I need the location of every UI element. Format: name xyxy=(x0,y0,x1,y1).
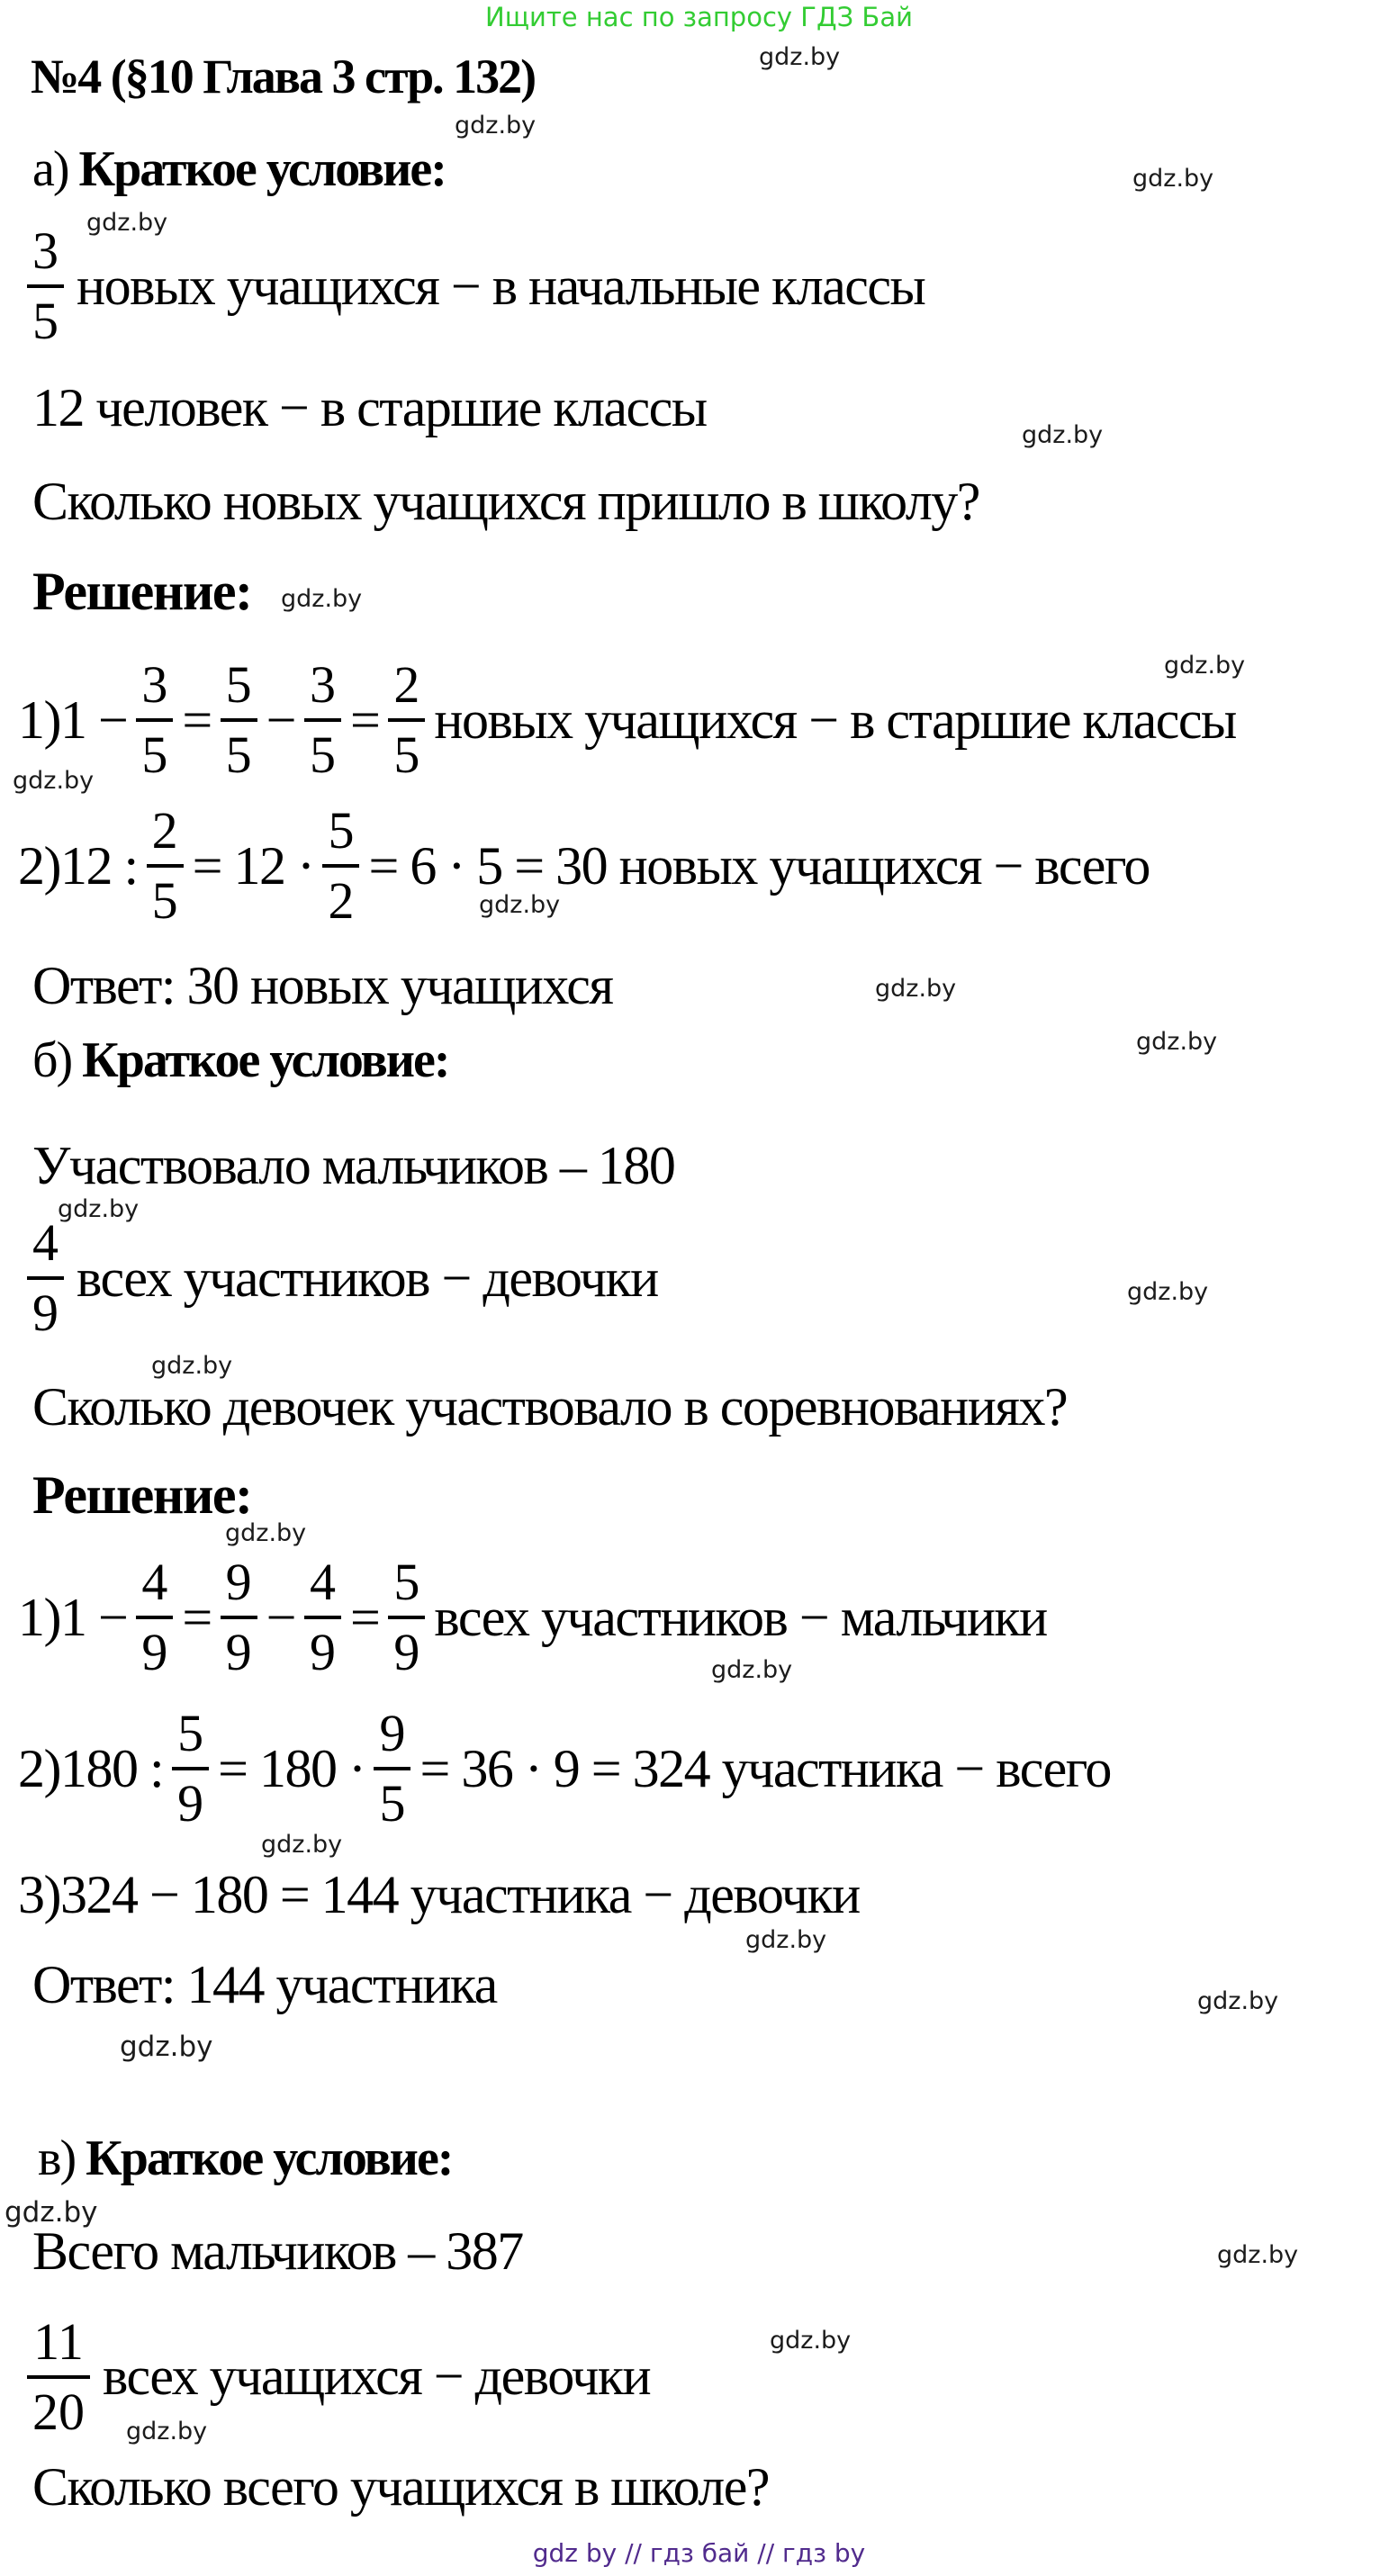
fraction-denominator: 9 xyxy=(221,1616,257,1679)
fraction-numerator: 11 xyxy=(33,2311,84,2371)
eq-term: 2)12 : xyxy=(18,835,138,896)
eq-operator: = xyxy=(350,689,380,750)
fraction-denominator: 5 xyxy=(147,864,184,927)
section-b-condition-1: Участвовало мальчиков – 180 xyxy=(32,1136,675,1195)
eq-term: = 12 · xyxy=(192,835,314,896)
section-a-answer: Ответ: 30 новых учащихся xyxy=(32,956,613,1015)
section-a-heading xyxy=(32,140,446,198)
eq-operator: = xyxy=(350,1587,380,1647)
eq-operator: = xyxy=(182,689,212,750)
promo-banner: Ищите нас по запросу ГДЗ Бай xyxy=(485,2,913,32)
footer-watermark-line: gdz by // гдз бай // гдз by xyxy=(532,2538,866,2568)
fraction-denominator: 5 xyxy=(374,1767,410,1830)
watermark-gdzby: gdz.by xyxy=(479,891,561,919)
fraction-5-9 xyxy=(172,1704,209,1833)
fraction-5-9 xyxy=(388,1553,425,1681)
section-b-equation-1 xyxy=(18,1554,1047,1680)
watermark-gdzby: gdz.by xyxy=(1127,1278,1209,1306)
eq-term: 1)1 − xyxy=(18,1587,128,1647)
section-v-heading-text: Краткое условие: xyxy=(86,2130,453,2186)
section-b-answer: Ответ: 144 участника xyxy=(32,1955,497,2014)
watermark-gdzby: gdz.by xyxy=(58,1195,140,1223)
eq-result-text: новых учащихся − в старшие классы xyxy=(434,689,1236,750)
fraction-denominator: 9 xyxy=(388,1616,425,1679)
condition-text: всех участников − девочки xyxy=(77,1247,658,1308)
section-a-heading-text: Краткое условие: xyxy=(78,141,446,197)
watermark-gdzby: gdz.by xyxy=(1022,421,1104,449)
section-a-condition-2: 12 человек − в старшие классы xyxy=(32,378,707,437)
fraction-numerator: 5 xyxy=(393,1553,420,1611)
fraction-5-2 xyxy=(322,801,359,930)
fraction-denominator: 2 xyxy=(322,864,359,927)
fraction-denominator: 5 xyxy=(221,718,257,781)
fraction-denominator: 9 xyxy=(27,1276,64,1339)
section-b-label: б) xyxy=(32,1032,72,1088)
fraction-denominator: 5 xyxy=(304,718,341,781)
fraction-3-5 xyxy=(27,221,64,350)
watermark-gdzby: gdz.by xyxy=(5,2196,98,2229)
fraction-denominator: 9 xyxy=(172,1767,209,1830)
page-title: №4 (§10 Глава 3 стр. 132) xyxy=(31,50,536,104)
eq-operator: − xyxy=(266,689,296,750)
eq-term: = 180 · xyxy=(218,1738,365,1798)
eq-operator: − xyxy=(266,1587,296,1647)
watermark-gdzby: gdz.by xyxy=(1197,1987,1279,2015)
watermark-gdzby: gdz.by xyxy=(770,2327,852,2355)
section-b-question: Сколько девочек участвовало в соревнованиях? xyxy=(32,1377,1068,1437)
watermark-gdzby: gdz.by xyxy=(1136,1028,1218,1056)
watermark-gdzby: gdz.by xyxy=(86,209,168,237)
fraction-numerator: 2 xyxy=(393,655,420,714)
eq-result-text: = 6 · 5 = 30 новых учащихся − всего xyxy=(368,835,1150,896)
watermark-gdzby: gdz.by xyxy=(120,2031,213,2063)
eq-operator: = xyxy=(182,1587,212,1647)
section-v-condition-1: Всего мальчиков – 387 xyxy=(32,2221,523,2281)
fraction-denominator: 20 xyxy=(27,2375,90,2438)
watermark-gdzby: gdz.by xyxy=(1217,2241,1299,2269)
section-v-heading xyxy=(38,2130,452,2187)
fraction-numerator: 3 xyxy=(32,221,59,280)
watermark-gdzby: gdz.by xyxy=(261,1831,343,1859)
fraction-numerator: 5 xyxy=(177,1704,204,1762)
section-b-heading-text: Краткое условие: xyxy=(82,1032,449,1088)
fraction-numerator: 2 xyxy=(151,801,178,860)
section-v-condition-2 xyxy=(27,2311,650,2442)
eq-term: 2)180 : xyxy=(18,1738,164,1798)
watermark-gdzby: gdz.by xyxy=(151,1352,233,1380)
fraction-4-9 xyxy=(27,1213,64,1342)
section-b-equation-3: 3)324 − 180 = 144 участника − девочки xyxy=(18,1865,860,1924)
watermark-gdzby: gdz.by xyxy=(281,585,363,613)
watermark-gdzby: gdz.by xyxy=(711,1656,793,1684)
fraction-numerator: 9 xyxy=(225,1553,252,1611)
watermark-gdzby: gdz.by xyxy=(875,975,957,1003)
fraction-denominator: 9 xyxy=(304,1616,341,1679)
eq-result-text: всех участников − мальчики xyxy=(434,1587,1047,1647)
section-v-question: Сколько всего учащихся в школе? xyxy=(32,2457,769,2517)
fraction-9-9 xyxy=(221,1553,257,1681)
section-a-solution-heading: Решение: xyxy=(32,562,252,621)
fraction-numerator: 5 xyxy=(328,801,355,860)
fraction-11-20 xyxy=(27,2311,90,2441)
fraction-denominator: 5 xyxy=(388,718,425,781)
fraction-denominator: 9 xyxy=(136,1616,173,1679)
condition-text: всех учащихся − девочки xyxy=(103,2346,651,2406)
section-v-label: в) xyxy=(38,2130,76,2186)
fraction-numerator: 9 xyxy=(379,1704,406,1762)
eq-term: 1)1 − xyxy=(18,689,128,750)
fraction-3-5 xyxy=(304,655,341,784)
fraction-4-9 xyxy=(136,1553,173,1681)
fraction-numerator: 4 xyxy=(141,1553,168,1611)
fraction-numerator: 4 xyxy=(310,1553,337,1611)
section-a-equation-1 xyxy=(18,657,1236,783)
fraction-2-5 xyxy=(147,801,184,930)
watermark-gdzby: gdz.by xyxy=(745,1926,827,1954)
fraction-5-5 xyxy=(221,655,257,784)
fraction-numerator: 4 xyxy=(32,1213,59,1272)
fraction-denominator: 5 xyxy=(136,718,173,781)
section-a-label: а) xyxy=(32,141,68,197)
fraction-denominator: 5 xyxy=(27,284,64,347)
fraction-9-5 xyxy=(374,1704,410,1833)
section-b-heading xyxy=(32,1031,449,1089)
watermark-gdzby: gdz.by xyxy=(225,1519,307,1547)
section-b-equation-2 xyxy=(18,1706,1111,1832)
condition-text: новых учащихся − в начальные классы xyxy=(77,256,925,316)
watermark-gdzby: gdz.by xyxy=(126,2418,208,2445)
section-a-condition-1 xyxy=(27,223,924,349)
section-a-equation-2 xyxy=(18,803,1150,929)
watermark-gdzby: gdz.by xyxy=(13,767,95,795)
fraction-numerator: 3 xyxy=(141,655,168,714)
fraction-numerator: 3 xyxy=(310,655,337,714)
section-b-condition-2 xyxy=(27,1215,658,1341)
section-a-question: Сколько новых учащихся пришло в школу? xyxy=(32,472,979,531)
watermark-gdzby: gdz.by xyxy=(1164,652,1246,680)
watermark-gdzby: gdz.by xyxy=(759,43,841,71)
fraction-2-5 xyxy=(388,655,425,784)
eq-result-text: = 36 · 9 = 324 участника − всего xyxy=(419,1738,1111,1798)
section-b-solution-heading: Решение: xyxy=(32,1465,252,1525)
watermark-gdzby: gdz.by xyxy=(1132,165,1214,193)
fraction-numerator: 5 xyxy=(225,655,252,714)
fraction-3-5 xyxy=(136,655,173,784)
watermark-gdzby: gdz.by xyxy=(455,112,537,140)
fraction-4-9 xyxy=(304,1553,341,1681)
